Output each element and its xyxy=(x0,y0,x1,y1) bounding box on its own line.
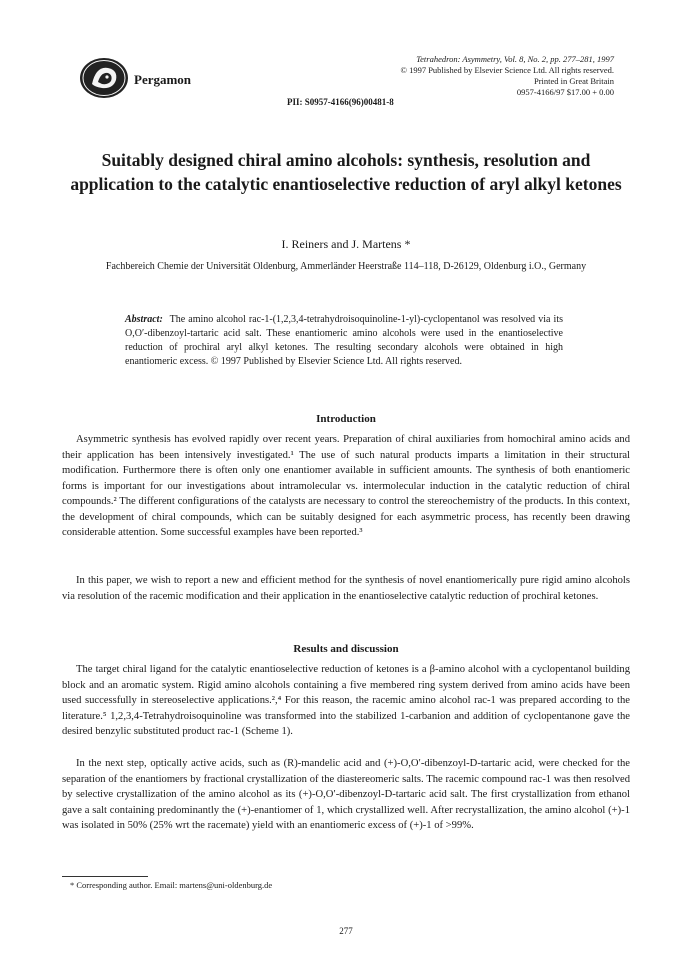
introduction-paragraph-2: In this paper, we wish to report a new and efficient method for the synthesis of novel enantiomerically pure rigid amino alcohols via resolution of the racemic modification and their application in the enantioselective catalytic reduction of prochiral ketones. xyxy=(62,575,630,602)
results-paragraph-1: The target chiral ligand for the catalytic enantioselective reduction of ketones is a β-amino alcohol with a cyclopentanol building block and an aromatic system. Rigid amino alcohols containing a five membered ring system derived from amino acids have been used successfully in stereoselective applications.²,⁴ For this reason, the racemic amino alcohol rac-1 was prepared according to the literature.⁵ 1,2,3,4-Tetrahydroisoquinoline was transformed into the stabilized 1-carbanion and addition of cyclopentanone gave the desired benzylic substituted product rac-1 (Scheme 1). xyxy=(62,664,630,737)
article-title: Suitably designed chiral amino alcohols: synthesis, resolution and application to the catalytic enantioselective reduction of aryl alkyl ketones xyxy=(70,150,622,194)
publisher-name: Pergamon xyxy=(134,72,192,87)
pii-identifier: PII: S0957-4166(96)00481-8 xyxy=(287,97,394,107)
introduction-paragraph-1: Asymmetric synthesis has evolved rapidly over recent years. Preparation of chiral auxiliaries from homochiral amino acids and their application has been intensively investigated.¹ The use of such natural products imparts a limitation in their structural modification. Furthermore there is often only one enantiomer available in sufficient amounts. The synthesis of both enantiomeric forms is important for our investigations about intramolecular vs. intermolecular induction in the catalytic reduction of chiral compounds.² The different configurations of the catalysts are necessary to control the stereochemistry of the products. In this context, the development of chiral compounds, which can be suitably designed for each asymmetric process, has recently been drawing considerable attention. Some successful examples have been reported.³ xyxy=(62,434,630,538)
page-number: 277 xyxy=(339,926,353,936)
authors: I. Reiners and J. Martens * xyxy=(281,237,411,251)
price-line: 0957-4166/97 $17.00 + 0.00 xyxy=(516,87,614,97)
footnote-divider xyxy=(62,876,148,877)
introduction-heading: Introduction xyxy=(316,413,376,425)
results-heading: Results and discussion xyxy=(293,643,399,655)
corresponding-author-footnote: * Corresponding author. Email: martens@uni-oldenburg.de xyxy=(70,880,273,890)
abstract-label: Abstract: xyxy=(125,314,163,325)
abstract-text: The amino alcohol rac-1-(1,2,3,4-tetrahydroisoquinoline-1-yl)-cyclopentanol was resolved via its O,O′-dibenzoyl-tartaric acid salt. These enantiomeric amino alcohols were used in the enantioselective reduction of prochiral aryl alkyl ketones. The resulting secondary alcohols were obtained in high enantiomeric excess. © 1997 Published by Elsevier Science Ltd. All rights reserved. xyxy=(125,314,563,367)
publisher-logo-icon xyxy=(78,56,130,100)
printed-line: Printed in Great Britain xyxy=(533,76,614,86)
abstract xyxy=(125,313,563,369)
journal-info xyxy=(314,54,614,98)
affiliation: Fachbereich Chemie der Universität Oldenburg, Ammerländer Heerstraße 114–118, D-26129, Oldenburg i.O., Germany xyxy=(105,261,587,272)
results-paragraph-2: In the next step, optically active acids, such as (R)-mandelic acid and (+)-O,O′-dibenzoyl-D-tartaric acid, were checked for the separation of the enantiomers by fractional crystallization of the diastereomeric salts. The racemic compound rac-1 was then resolved by selective crystallization of the amino alcohol as its (+)-O,O′-dibenzoyl-D-tartaric acid salt. The first crystallization from ethanol gave a salt containing predominantly the (+)-enantiomer of 1, which crystallized well. After recrystallization, the amino alcohol (+)-1 was isolated in 50% (25% wrt the racemate) yield with an enantiomeric excess of (+)-1 of >99%. xyxy=(62,758,630,831)
copyright-line: © 1997 Published by Elsevier Science Ltd. All rights reserved. xyxy=(400,65,614,75)
journal-citation: Tetrahedron: Asymmetry, Vol. 8, No. 2, pp. 277–281, 1997 xyxy=(416,54,614,64)
